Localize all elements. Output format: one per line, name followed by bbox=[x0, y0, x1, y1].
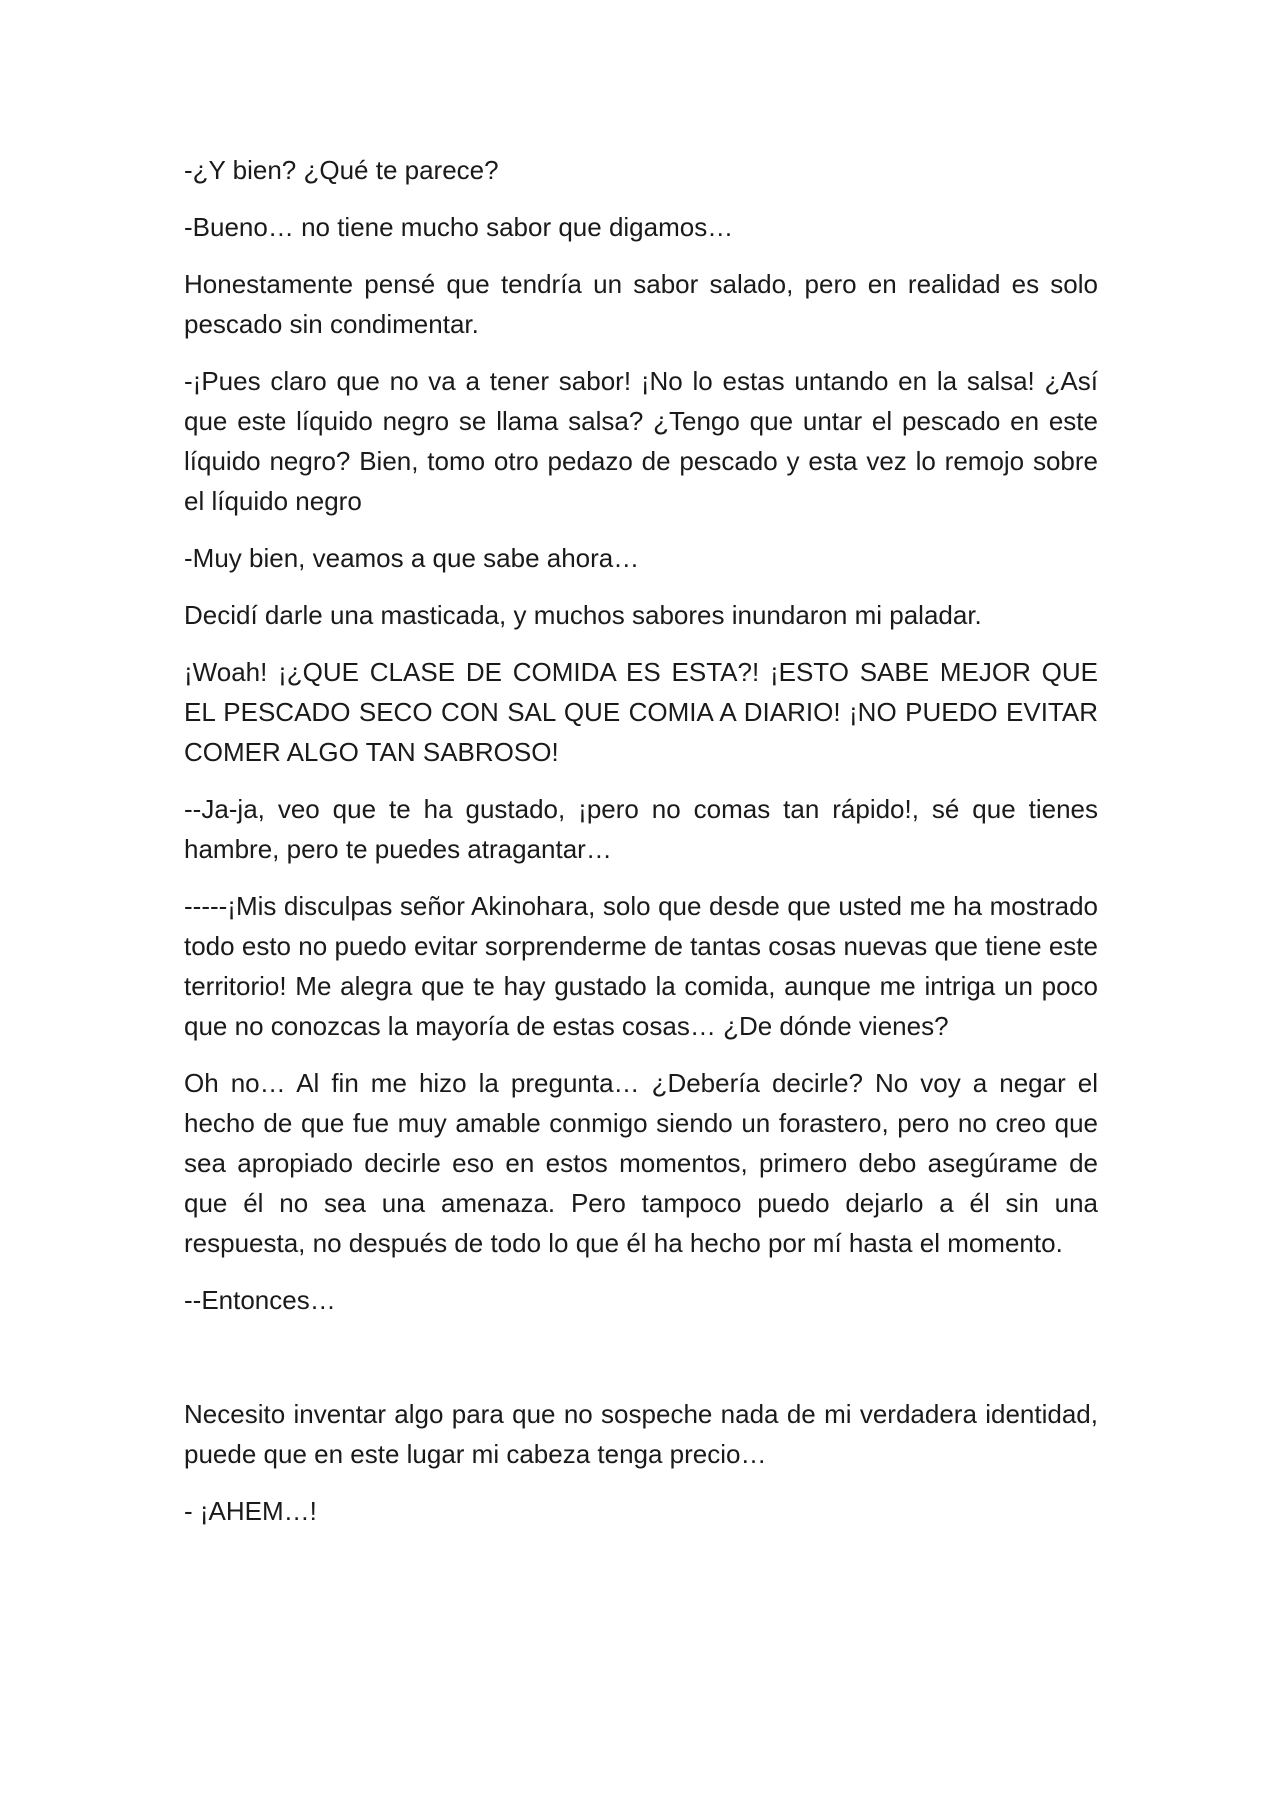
document-body bbox=[184, 150, 1098, 1548]
paragraph-7: ¡Woah! ¡¿QUE CLASE DE COMIDA ES ESTA?! ¡ESTO SABE MEJOR QUE EL PESCADO SECO CON SAL QUE COMIA A DIARIO! ¡NO PUEDO EVITAR COMER ALGO TAN SABROSO! bbox=[184, 657, 1098, 767]
paragraph-13: - ¡AHEM…! bbox=[184, 1496, 317, 1526]
paragraph-8: --Ja-ja, veo que te ha gustado, ¡pero no comas tan rápido!, sé que tienes hambre, pero te puedes atragantar… bbox=[184, 794, 1098, 864]
paragraph-2: -Bueno… no tiene mucho sabor que digamos… bbox=[184, 212, 734, 242]
blank-line bbox=[184, 1337, 1098, 1394]
paragraph-11: --Entonces… bbox=[184, 1285, 336, 1315]
paragraph-5: -Muy bien, veamos a que sabe ahora… bbox=[184, 543, 640, 573]
paragraph-10: Oh no… Al fin me hizo la pregunta… ¿Debería decirle? No voy a negar el hecho de que fue muy amable conmigo siendo un forastero, pero no creo que sea apropiado decirle eso en estos momentos, primero debo asegúrame de que él no sea una amenaza. Pero tampoco puedo dejarlo a él sin una respuesta, no después de todo lo que él ha hecho por mí hasta el momento. bbox=[184, 1068, 1098, 1258]
paragraph-4: -¡Pues claro que no va a tener sabor! ¡No lo estas untando en la salsa! ¿Así que este líquido negro se llama salsa? ¿Tengo que untar el pescado en este líquido negro? Bien, tomo otro pedazo de pescado y esta vez lo remojo sobre el líquido negro bbox=[184, 366, 1098, 516]
paragraph-1: -¿Y bien? ¿Qué te parece? bbox=[184, 155, 499, 185]
paragraph-12: Necesito inventar algo para que no sospeche nada de mi verdadera identidad, puede que en este lugar mi cabeza tenga precio… bbox=[184, 1399, 1098, 1469]
paragraph-9: -----¡Mis disculpas señor Akinohara, solo que desde que usted me ha mostrado todo esto no puedo evitar sorprenderme de tantas cosas nuevas que tiene este territorio! Me alegra que te hay gustado la comida, aunque me intriga un poco que no conozcas la mayoría de estas cosas… ¿De dónde vienes? bbox=[184, 891, 1098, 1041]
paragraph-6: Decidí darle una masticada, y muchos sabores inundaron mi paladar. bbox=[184, 600, 982, 630]
paragraph-3: Honestamente pensé que tendría un sabor salado, pero en realidad es solo pescado sin condimentar. bbox=[184, 269, 1098, 339]
